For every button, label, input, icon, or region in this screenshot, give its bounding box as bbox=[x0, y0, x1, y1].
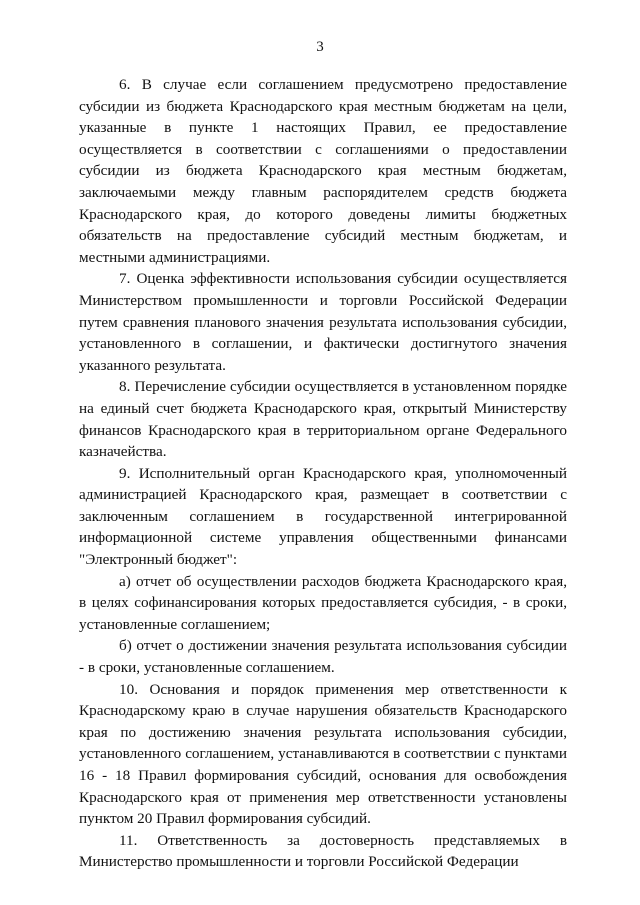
paragraph-11: 11. Ответственность за достоверность представляемых в Министерство промышленности и торговли Российской Федерации bbox=[79, 831, 567, 871]
page-number: 3 bbox=[316, 39, 324, 55]
document-body bbox=[79, 74, 567, 873]
paragraph-9: 9. Исполнительный орган Краснодарского края, уполномоченный администрацией Краснодарского края, размещает в соответствии с заключенным соглашением в государственной интегрированной информационной системе управления общественными финансами "Электронный бюджет": bbox=[79, 464, 567, 569]
paragraph-7: 7. Оценка эффективности использования субсидии осуществляется Министерством промышленности и торговли Российской Федерации путем сравнения планового значения результата использования субсидии, установленного в соглашении, и фактически достигнутого значения указанного результата. bbox=[79, 270, 567, 374]
paragraph-8: 8. Перечисление субсидии осуществляется в установленном порядке на единый счет бюджета Краснодарского края, открытый Министерству финансов Краснодарского края в территориальном органе Федерального казначейства. bbox=[79, 378, 567, 461]
paragraph-6: 6. В случае если соглашением предусмотрено предоставление субсидии из бюджета Краснодарского края местным бюджетам на цели, указанные в пункте 1 настоящих Правил, ее предоставление осуществляется в соответствии с соглашениями о предоставлении субсидии из бюджета Краснодарского края местным бюджетам, заключаемыми между главным распорядителем средств бюджета Краснодарского края, до которого доведены лимиты бюджетных обязательств на предоставление субсидий местным бюджетам, и местными администрациями. bbox=[79, 76, 567, 266]
paragraph-9b: б) отчет о достижении значения результата использования субсидии - в сроки, установленные соглашением. bbox=[79, 637, 567, 677]
paragraph-10: 10. Основания и порядок применения мер ответственности к Краснодарскому краю в случае нарушения обязательств Краснодарского края по достижению значения результата использования субсидии, установленного соглашением, устанавливаются в соответствии с пунктами 16 - 18 Правил формирования субсидий, основания для освобождения Краснодарского края от применения мер ответственности установлены пунктом 20 Правил формирования субсидий. bbox=[79, 680, 567, 828]
paragraph-9a: а) отчет об осуществлении расходов бюджета Краснодарского края, в целях софинансирования которых предоставляется субсидия, - в сроки, установленные соглашением; bbox=[79, 572, 567, 633]
